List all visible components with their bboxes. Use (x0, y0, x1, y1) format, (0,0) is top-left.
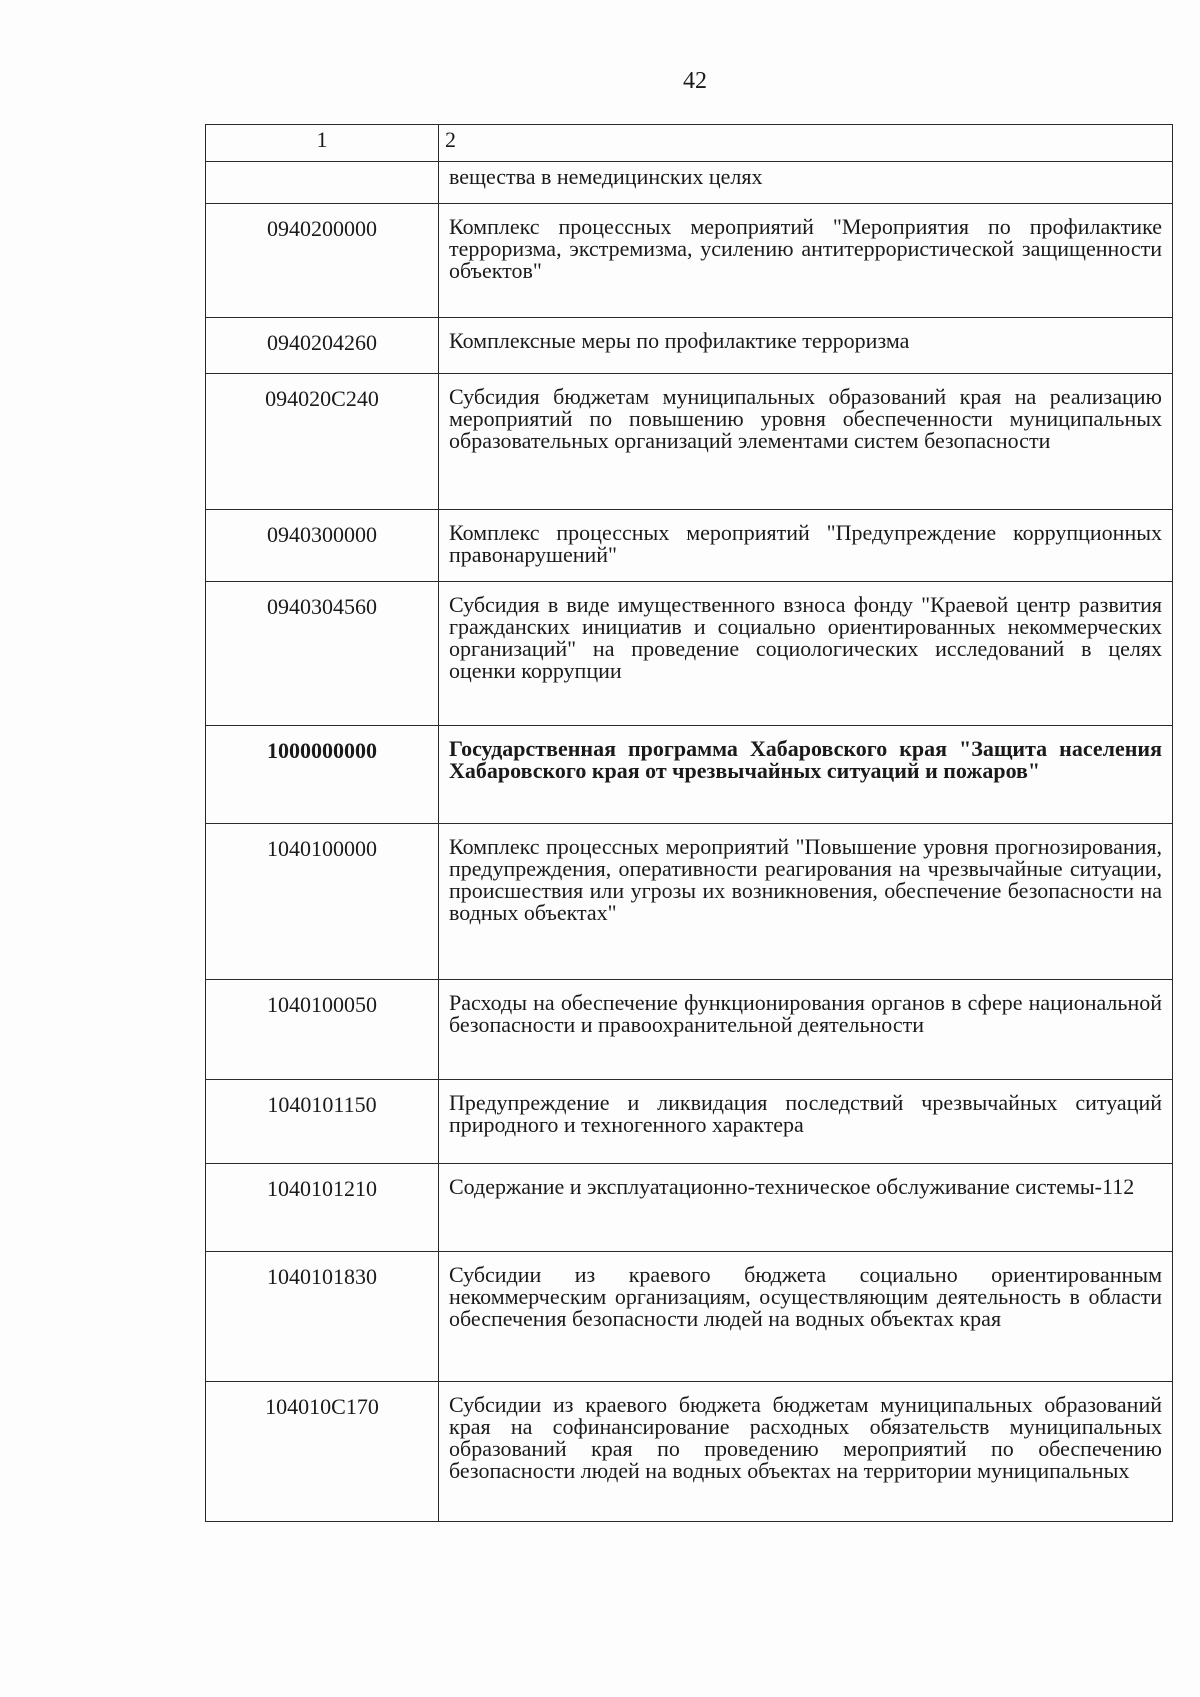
row-text: Субсидия в виде имущественного взноса фонду "Краевой центр развития гражданских инициатив и социально ориентированных некоммерческих организаций" на проведение социологических исследований в целях оценки коррупции (439, 582, 1173, 726)
row-code (206, 162, 439, 204)
row-code: 094020С240 (206, 374, 439, 510)
table-row (206, 204, 1173, 318)
budget-classification-table (205, 124, 1173, 1522)
column-header-2: 2 (439, 125, 1173, 162)
row-text: вещества в немедицинских целях (439, 162, 1173, 204)
row-code: 0940204260 (206, 318, 439, 374)
column-header-1: 1 (206, 125, 439, 162)
row-text: Содержание и эксплуатационно-техническое обслуживание системы-112 (439, 1164, 1173, 1252)
table-row (206, 824, 1173, 980)
table-row (206, 980, 1173, 1080)
row-code: 1000000000 (206, 726, 439, 824)
row-text: Субсидии из краевого бюджета социально ориентированным некоммерческим организациям, осуществляющим деятельность в области обеспечения безопасности людей на водных объектах края (439, 1252, 1173, 1382)
row-text: Государственная программа Хабаровского края "Защита населения Хабаровского края от чрезвычайных ситуаций и пожаров" (439, 726, 1173, 824)
row-code: 104010С170 (206, 1382, 439, 1522)
table-header-row (206, 125, 1173, 162)
row-code: 0940300000 (206, 510, 439, 582)
row-text: Комплекс процессных мероприятий "Повышение уровня прогнозирования, предупреждения, оперативности реагирования на чрезвычайные ситуации, происшествия или угрозы их возникновения, обеспечение безопасности на водных объектах" (439, 824, 1173, 980)
row-code: 1040101830 (206, 1252, 439, 1382)
table-row (206, 582, 1173, 726)
row-text: Расходы на обеспечение функционирования органов в сфере национальной безопасности и правоохранительной деятельности (439, 980, 1173, 1080)
row-text: Субсидии из краевого бюджета бюджетам муниципальных образований края на софинансирование расходных обязательств муниципальных образований края по проведению мероприятий по обеспечению безопасности людей на водных объектах на территории муниципальных (439, 1382, 1173, 1522)
row-code: 1040100050 (206, 980, 439, 1080)
row-text: Предупреждение и ликвидация последствий чрезвычайных ситуаций природного и техногенного характера (439, 1080, 1173, 1164)
table-row (206, 1080, 1173, 1164)
row-code: 0940304560 (206, 582, 439, 726)
row-code: 0940200000 (206, 204, 439, 318)
table-row (206, 1164, 1173, 1252)
table-row (206, 374, 1173, 510)
table-row (206, 1382, 1173, 1522)
row-text: Комплекс процессных мероприятий "Предупреждение коррупционных правонарушений" (439, 510, 1173, 582)
table-row (206, 726, 1173, 824)
page-number: 42 (683, 68, 707, 94)
table-row (206, 162, 1173, 204)
row-code: 1040101210 (206, 1164, 439, 1252)
table-row (206, 1252, 1173, 1382)
row-text: Комплекс процессных мероприятий "Мероприятия по профилактике терроризма, экстремизма, усилению антитеррористической защищенности объектов" (439, 204, 1173, 318)
row-code: 1040101150 (206, 1080, 439, 1164)
row-code: 1040100000 (206, 824, 439, 980)
table-row (206, 510, 1173, 582)
row-text: Комплексные меры по профилактике терроризма (439, 318, 1173, 374)
table-row (206, 318, 1173, 374)
row-text: Субсидия бюджетам муниципальных образований края на реализацию мероприятий по повышению уровня обеспеченности муниципальных образовательных организаций элементами систем безопасности (439, 374, 1173, 510)
